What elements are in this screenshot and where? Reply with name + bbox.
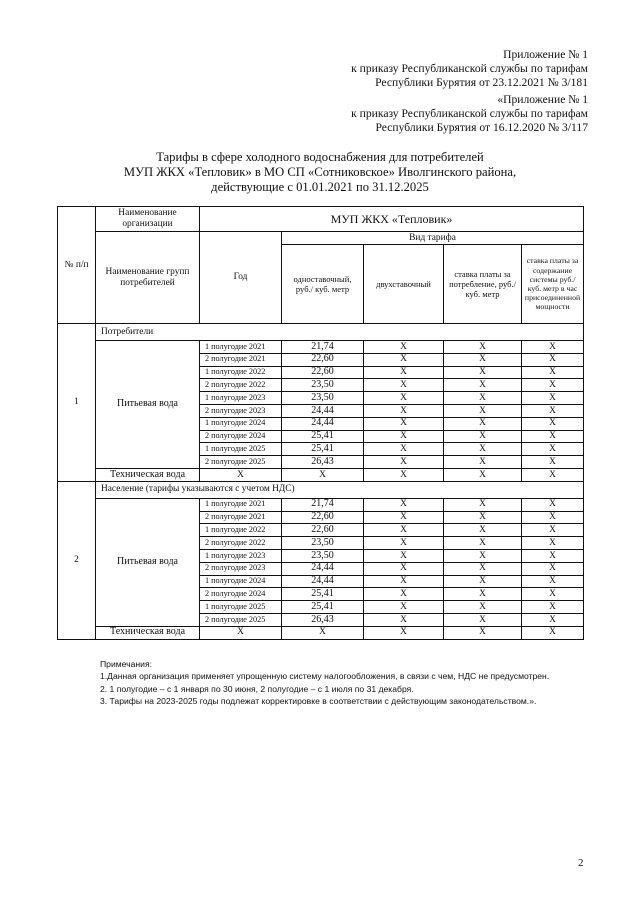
technical-water-value: X — [200, 626, 282, 639]
two-rate-value: X — [364, 524, 444, 537]
tariff-type-header: Вид тарифа — [282, 232, 584, 245]
technical-water-value: X — [522, 468, 584, 481]
consumer-group: Питьевая вода — [96, 498, 200, 626]
two-rate-value: X — [364, 601, 444, 614]
two-rate-value: X — [364, 456, 444, 469]
two-rate-value: X — [364, 575, 444, 588]
two-rate-value: X — [364, 392, 444, 405]
maintenance-rate-value: X — [522, 549, 584, 562]
maintenance-rate-value: X — [522, 392, 584, 405]
section-number: 2 — [58, 481, 96, 639]
consumption-rate-value: X — [444, 404, 522, 417]
two-rate-value: X — [364, 430, 444, 443]
consumption-rate-value: X — [444, 392, 522, 405]
single-rate-value: 23,50 — [282, 537, 364, 550]
single-rate-value: 25,41 — [282, 588, 364, 601]
header-line: Приложение № 1 — [503, 48, 588, 61]
period-cell: 2 полугодие 2023 — [200, 562, 282, 575]
technical-water-row — [58, 468, 584, 481]
two-rate-value: X — [364, 366, 444, 379]
maintenance-rate-value: X — [522, 456, 584, 469]
org-name-header: Наименование организации — [96, 207, 200, 232]
single-rate-value: 26,43 — [282, 613, 364, 626]
period-cell: 1 полугодие 2022 — [200, 366, 282, 379]
note-item: 3. Тарифы на 2023-2025 годы подлежат корректировке в соответствии с действующим законодательством.». — [100, 696, 537, 707]
page-number: 2 — [578, 857, 584, 869]
period-cell: 2 полугодие 2025 — [200, 613, 282, 626]
period-cell: 1 полугодие 2021 — [200, 498, 282, 511]
consumption-rate-value: X — [444, 575, 522, 588]
consumption-rate-value: X — [444, 549, 522, 562]
two-rate-value: X — [364, 417, 444, 430]
two-rate-value: X — [364, 498, 444, 511]
consumption-rate-value: X — [444, 498, 522, 511]
single-rate-value: 22,60 — [282, 366, 364, 379]
year-header: Год — [200, 232, 282, 324]
notes-title: Примечания: — [100, 659, 153, 669]
section-row — [58, 324, 584, 341]
consumption-rate-value: X — [444, 537, 522, 550]
single-rate-value: 21,74 — [282, 498, 364, 511]
table-row — [58, 341, 584, 354]
technical-water-value: X — [282, 626, 364, 639]
two-rate-value: X — [364, 537, 444, 550]
consumption-rate-value: X — [444, 588, 522, 601]
maintenance-rate-value: X — [522, 341, 584, 354]
header-line: «Приложение № 1 — [497, 93, 588, 106]
header-line: к приказу Республиканской службы по тарифам — [351, 107, 588, 121]
consumption-rate-value: X — [444, 524, 522, 537]
consumption-rate-value: X — [444, 456, 522, 469]
single-rate-value: 24,44 — [282, 575, 364, 588]
maintenance-rate-value: X — [522, 366, 584, 379]
single-rate-value: 22,60 — [282, 511, 364, 524]
two-rate-value: X — [364, 379, 444, 392]
consumption-rate-value: X — [444, 430, 522, 443]
header-original-order — [351, 93, 588, 136]
technical-water-value: X — [444, 626, 522, 639]
period-cell: 1 полугодие 2023 — [200, 392, 282, 405]
two-rate-value: X — [364, 549, 444, 562]
title-line: Тарифы в сфере холодного водоснабжения для потребителей — [156, 150, 484, 164]
note-item: 2. 1 полугодие – с 1 января по 30 июня, 2 полугодие – с 1 июля по 31 декабря. — [100, 683, 414, 694]
single-rate-value: 22,60 — [282, 353, 364, 366]
two-rate-value: X — [364, 588, 444, 601]
period-cell: 1 полугодие 2024 — [200, 575, 282, 588]
header-line: Республики Бурятия от 23.12.2021 № 3/181 — [375, 76, 588, 90]
maintenance-rate-value: X — [522, 430, 584, 443]
table-row — [58, 498, 584, 511]
section-title: Население (тарифы указываются с учетом НДС) — [96, 481, 584, 498]
consumer-group: Питьевая вода — [96, 341, 200, 469]
maintenance-rate-value: X — [522, 404, 584, 417]
period-cell: 1 полугодие 2021 — [200, 341, 282, 354]
technical-water-value: X — [364, 626, 444, 639]
period-cell: 2 полугодие 2024 — [200, 588, 282, 601]
period-cell: 1 полугодие 2023 — [200, 549, 282, 562]
single-rate-value: 25,41 — [282, 430, 364, 443]
technical-water-value: X — [522, 626, 584, 639]
technical-water-value: X — [444, 468, 522, 481]
technical-water-value: X — [200, 468, 282, 481]
maintenance-rate-value: X — [522, 588, 584, 601]
maintenance-rate-header: ставка платы за содержание системы руб./куб. метр в час присоединенной мощности — [522, 245, 584, 324]
single-rate-value: 25,41 — [282, 443, 364, 456]
note-item: 1.Данная организация применяет упрощенную систему налогообложения, в связи с чем, НДС не предусмотрен. — [100, 671, 550, 682]
single-rate-value: 21,74 — [282, 341, 364, 354]
notes — [100, 658, 549, 708]
technical-water-label: Техническая вода — [96, 468, 200, 481]
single-rate-value: 23,50 — [282, 549, 364, 562]
header-line: к приказу Республиканской службы по тарифам — [351, 62, 588, 76]
tariff-table — [57, 206, 584, 640]
section-title: Потребители — [96, 324, 584, 341]
maintenance-rate-value: X — [522, 537, 584, 550]
technical-water-label: Техническая вода — [96, 626, 200, 639]
single-rate-value: 24,44 — [282, 404, 364, 417]
technical-water-row — [58, 626, 584, 639]
num-header: № п/п — [58, 207, 96, 324]
maintenance-rate-value: X — [522, 443, 584, 456]
consumption-rate-header: ставка платы за потребление, руб./ куб. метр — [444, 245, 522, 324]
maintenance-rate-value: X — [522, 575, 584, 588]
maintenance-rate-value: X — [522, 511, 584, 524]
consumption-rate-value: X — [444, 353, 522, 366]
consumption-rate-value: X — [444, 562, 522, 575]
period-cell: 2 полугодие 2021 — [200, 353, 282, 366]
consumption-rate-value: X — [444, 379, 522, 392]
consumption-rate-value: X — [444, 443, 522, 456]
org-value: МУП ЖКХ «Тепловик» — [200, 207, 584, 232]
title-line: МУП ЖКХ «Тепловик» в МО СП «Сотниковское» Иволгинского района, — [123, 165, 517, 179]
consumption-rate-value: X — [444, 341, 522, 354]
period-cell: 1 полугодие 2025 — [200, 443, 282, 456]
document-title — [0, 150, 640, 195]
single-rate-value: 24,44 — [282, 417, 364, 430]
two-rate-value: X — [364, 404, 444, 417]
consumption-rate-value: X — [444, 511, 522, 524]
technical-water-value: X — [282, 468, 364, 481]
two-rate-value: X — [364, 353, 444, 366]
period-cell: 1 полугодие 2024 — [200, 417, 282, 430]
single-rate-header: одноставочный, руб./ куб. метр — [282, 245, 364, 324]
header-current-order — [351, 48, 588, 91]
consumption-rate-value: X — [444, 417, 522, 430]
single-rate-value: 23,50 — [282, 392, 364, 405]
title-line: действующие с 01.01.2021 по 31.12.2025 — [211, 180, 429, 194]
maintenance-rate-value: X — [522, 562, 584, 575]
section-number: 1 — [58, 324, 96, 482]
two-rate-value: X — [364, 511, 444, 524]
maintenance-rate-value: X — [522, 601, 584, 614]
maintenance-rate-value: X — [522, 417, 584, 430]
maintenance-rate-value: X — [522, 524, 584, 537]
period-cell: 2 полугодие 2022 — [200, 537, 282, 550]
period-cell: 2 полугодие 2021 — [200, 511, 282, 524]
period-cell: 2 полугодие 2023 — [200, 404, 282, 417]
header-row — [58, 232, 584, 245]
two-rate-value: X — [364, 613, 444, 626]
two-rate-header: двухставочный — [364, 245, 444, 324]
period-cell: 2 полугодие 2025 — [200, 456, 282, 469]
single-rate-value: 24,44 — [282, 562, 364, 575]
single-rate-value: 26,43 — [282, 456, 364, 469]
period-cell: 1 полугодие 2025 — [200, 601, 282, 614]
single-rate-value: 23,50 — [282, 379, 364, 392]
consumption-rate-value: X — [444, 601, 522, 614]
section-row — [58, 481, 584, 498]
two-rate-value: X — [364, 443, 444, 456]
single-rate-value: 25,41 — [282, 601, 364, 614]
single-rate-value: 22,60 — [282, 524, 364, 537]
consumption-rate-value: X — [444, 613, 522, 626]
period-cell: 2 полугодие 2022 — [200, 379, 282, 392]
two-rate-value: X — [364, 341, 444, 354]
period-cell: 1 полугодие 2022 — [200, 524, 282, 537]
technical-water-value: X — [364, 468, 444, 481]
maintenance-rate-value: X — [522, 498, 584, 511]
maintenance-rate-value: X — [522, 379, 584, 392]
header-line: Республики Бурятия от 16.12.2020 № 3/117 — [375, 121, 588, 135]
maintenance-rate-value: X — [522, 613, 584, 626]
two-rate-value: X — [364, 562, 444, 575]
period-cell: 2 полугодие 2024 — [200, 430, 282, 443]
maintenance-rate-value: X — [522, 353, 584, 366]
group-name-header: Наименование групп потребителей — [96, 232, 200, 324]
consumption-rate-value: X — [444, 366, 522, 379]
header-row — [58, 207, 584, 232]
